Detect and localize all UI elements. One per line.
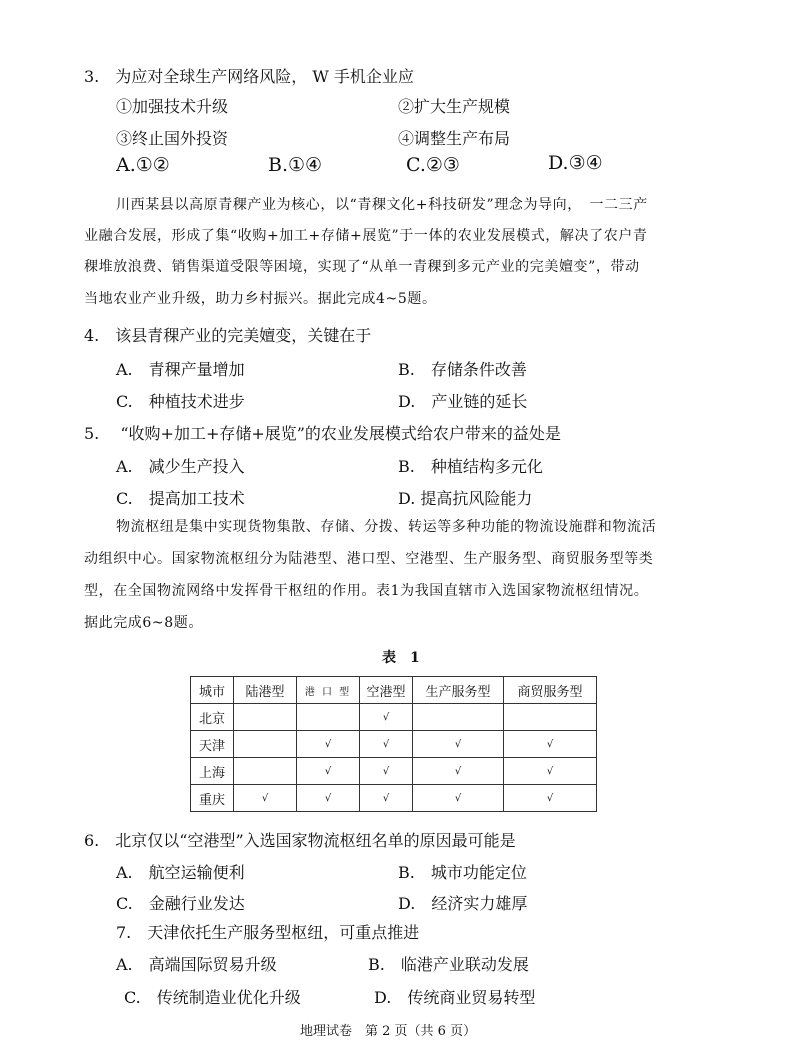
city-cell: 重庆 bbox=[191, 785, 234, 812]
passage2-line2: 动组织中心。国家物流枢纽分为陆港型、港口型、空港型、生产服务型、商贸服务型等类 bbox=[84, 551, 654, 567]
check-cell: √ bbox=[360, 758, 413, 785]
q3-item-3: ③终止国外投资 bbox=[116, 129, 229, 148]
q3-item-2: ②扩大生产规模 bbox=[398, 97, 511, 116]
check-cell bbox=[297, 704, 360, 731]
q5-option-c: C. 提高加工技术 bbox=[116, 489, 245, 508]
table-row bbox=[191, 785, 597, 812]
check-cell bbox=[234, 758, 297, 785]
check-cell: √ bbox=[360, 704, 413, 731]
question-3-stem: 3. 为应对全球生产网络风险， W 手机企业应 bbox=[84, 67, 414, 86]
passage1-line1: 川西某县以高原青稞产业为核心，以“青稞文化+科技研发”理念为导向， 一二三产 bbox=[116, 197, 648, 213]
logistics-hub-table bbox=[190, 676, 597, 812]
table-row bbox=[191, 704, 597, 731]
check-cell bbox=[234, 731, 297, 758]
question-7-stem: 7. 天津依托生产服务型枢纽，可重点推进 bbox=[116, 923, 420, 942]
check-cell: √ bbox=[297, 731, 360, 758]
q6-option-c: C. 金融行业发达 bbox=[116, 894, 245, 913]
check-cell: √ bbox=[360, 731, 413, 758]
table-row bbox=[191, 758, 597, 785]
table-row bbox=[191, 731, 597, 758]
check-cell: √ bbox=[413, 758, 504, 785]
question-5-stem: 5. “收购+加工+存储+展览”的农业发展模式给农户带来的益处是 bbox=[84, 424, 561, 443]
q4-option-b: B. 存储条件改善 bbox=[398, 360, 527, 379]
q3-option-c: C.②③ bbox=[406, 154, 460, 176]
passage2-line3: 型，在全国物流网络中发挥骨干枢纽的作用。表1为我国直辖市入选国家物流枢纽情况。 bbox=[84, 583, 649, 599]
check-cell: √ bbox=[413, 785, 504, 812]
check-cell: √ bbox=[297, 785, 360, 812]
check-cell: √ bbox=[413, 731, 504, 758]
page-footer: 地理试卷 第 2 页（共 6 页） bbox=[300, 1024, 477, 1039]
table-caption: 表 1 bbox=[382, 650, 420, 666]
check-cell: √ bbox=[297, 758, 360, 785]
q6-option-a: A. 航空运输便利 bbox=[116, 863, 245, 882]
passage1-line4: 当地农业产业升级，助力乡村振兴。据此完成4~5题。 bbox=[84, 291, 437, 307]
q7-option-b: B. 临港产业联动发展 bbox=[368, 955, 529, 974]
header-production-service: 生产服务型 bbox=[413, 677, 504, 704]
q5-option-d: D. 提高抗风险能力 bbox=[398, 489, 533, 508]
q5-option-b: B. 种植结构多元化 bbox=[398, 457, 543, 476]
q4-option-d: D. 产业链的延长 bbox=[398, 392, 528, 411]
check-cell bbox=[504, 704, 597, 731]
city-cell: 上海 bbox=[191, 758, 234, 785]
check-cell: √ bbox=[504, 758, 597, 785]
header-seaport: 港 口 型 bbox=[297, 677, 360, 704]
check-cell: √ bbox=[234, 785, 297, 812]
question-4-stem: 4. 该县青稞产业的完美嬗变，关键在于 bbox=[84, 326, 372, 345]
q4-option-c: C. 种植技术进步 bbox=[116, 392, 245, 411]
passage1-line2: 业融合发展，形成了集“收购+加工+存储+展览”于一体的农业发展模式，解决了农户青 bbox=[84, 228, 648, 244]
city-cell: 北京 bbox=[191, 704, 234, 731]
q3-option-b: B.①④ bbox=[268, 154, 323, 176]
header-dry-port: 陆港型 bbox=[234, 677, 297, 704]
q7-option-a: A. 高端国际贸易升级 bbox=[116, 955, 277, 974]
check-cell bbox=[234, 704, 297, 731]
check-cell: √ bbox=[360, 785, 413, 812]
q5-option-a: A. 减少生产投入 bbox=[116, 457, 245, 476]
passage2-line1: 物流枢纽是集中实现货物集散、存储、分拨、转运等多种功能的物流设施群和物流活 bbox=[116, 519, 657, 535]
city-cell: 天津 bbox=[191, 731, 234, 758]
q7-option-c: C. 传统制造业优化升级 bbox=[124, 988, 301, 1007]
q4-option-a: A. 青稞产量增加 bbox=[116, 360, 245, 379]
q3-item-4: ④调整生产布局 bbox=[398, 129, 511, 148]
q3-option-a: A.①② bbox=[116, 154, 170, 176]
check-cell: √ bbox=[504, 731, 597, 758]
passage1-line3: 稞堆放浪费、销售渠道受限等困境，实现了“从单一青稞到多元产业的完美嬗变”，带动 bbox=[84, 259, 640, 275]
q3-item-1: ①加强技术升级 bbox=[116, 97, 229, 116]
check-cell bbox=[413, 704, 504, 731]
header-airport: 空港型 bbox=[360, 677, 413, 704]
q6-option-d: D. 经济实力雄厚 bbox=[398, 894, 528, 913]
header-commerce-service: 商贸服务型 bbox=[504, 677, 597, 704]
table-header-row bbox=[191, 677, 597, 704]
question-6-stem: 6. 北京仅以“空港型”入选国家物流枢纽名单的原因最可能是 bbox=[84, 831, 516, 850]
check-cell: √ bbox=[504, 785, 597, 812]
q6-option-b: B. 城市功能定位 bbox=[398, 863, 527, 882]
q7-option-d: D. 传统商业贸易转型 bbox=[374, 988, 536, 1007]
header-city: 城市 bbox=[191, 677, 234, 704]
q3-option-d: D.③④ bbox=[548, 152, 603, 174]
passage2-line4: 据此完成6~8题。 bbox=[84, 615, 203, 631]
